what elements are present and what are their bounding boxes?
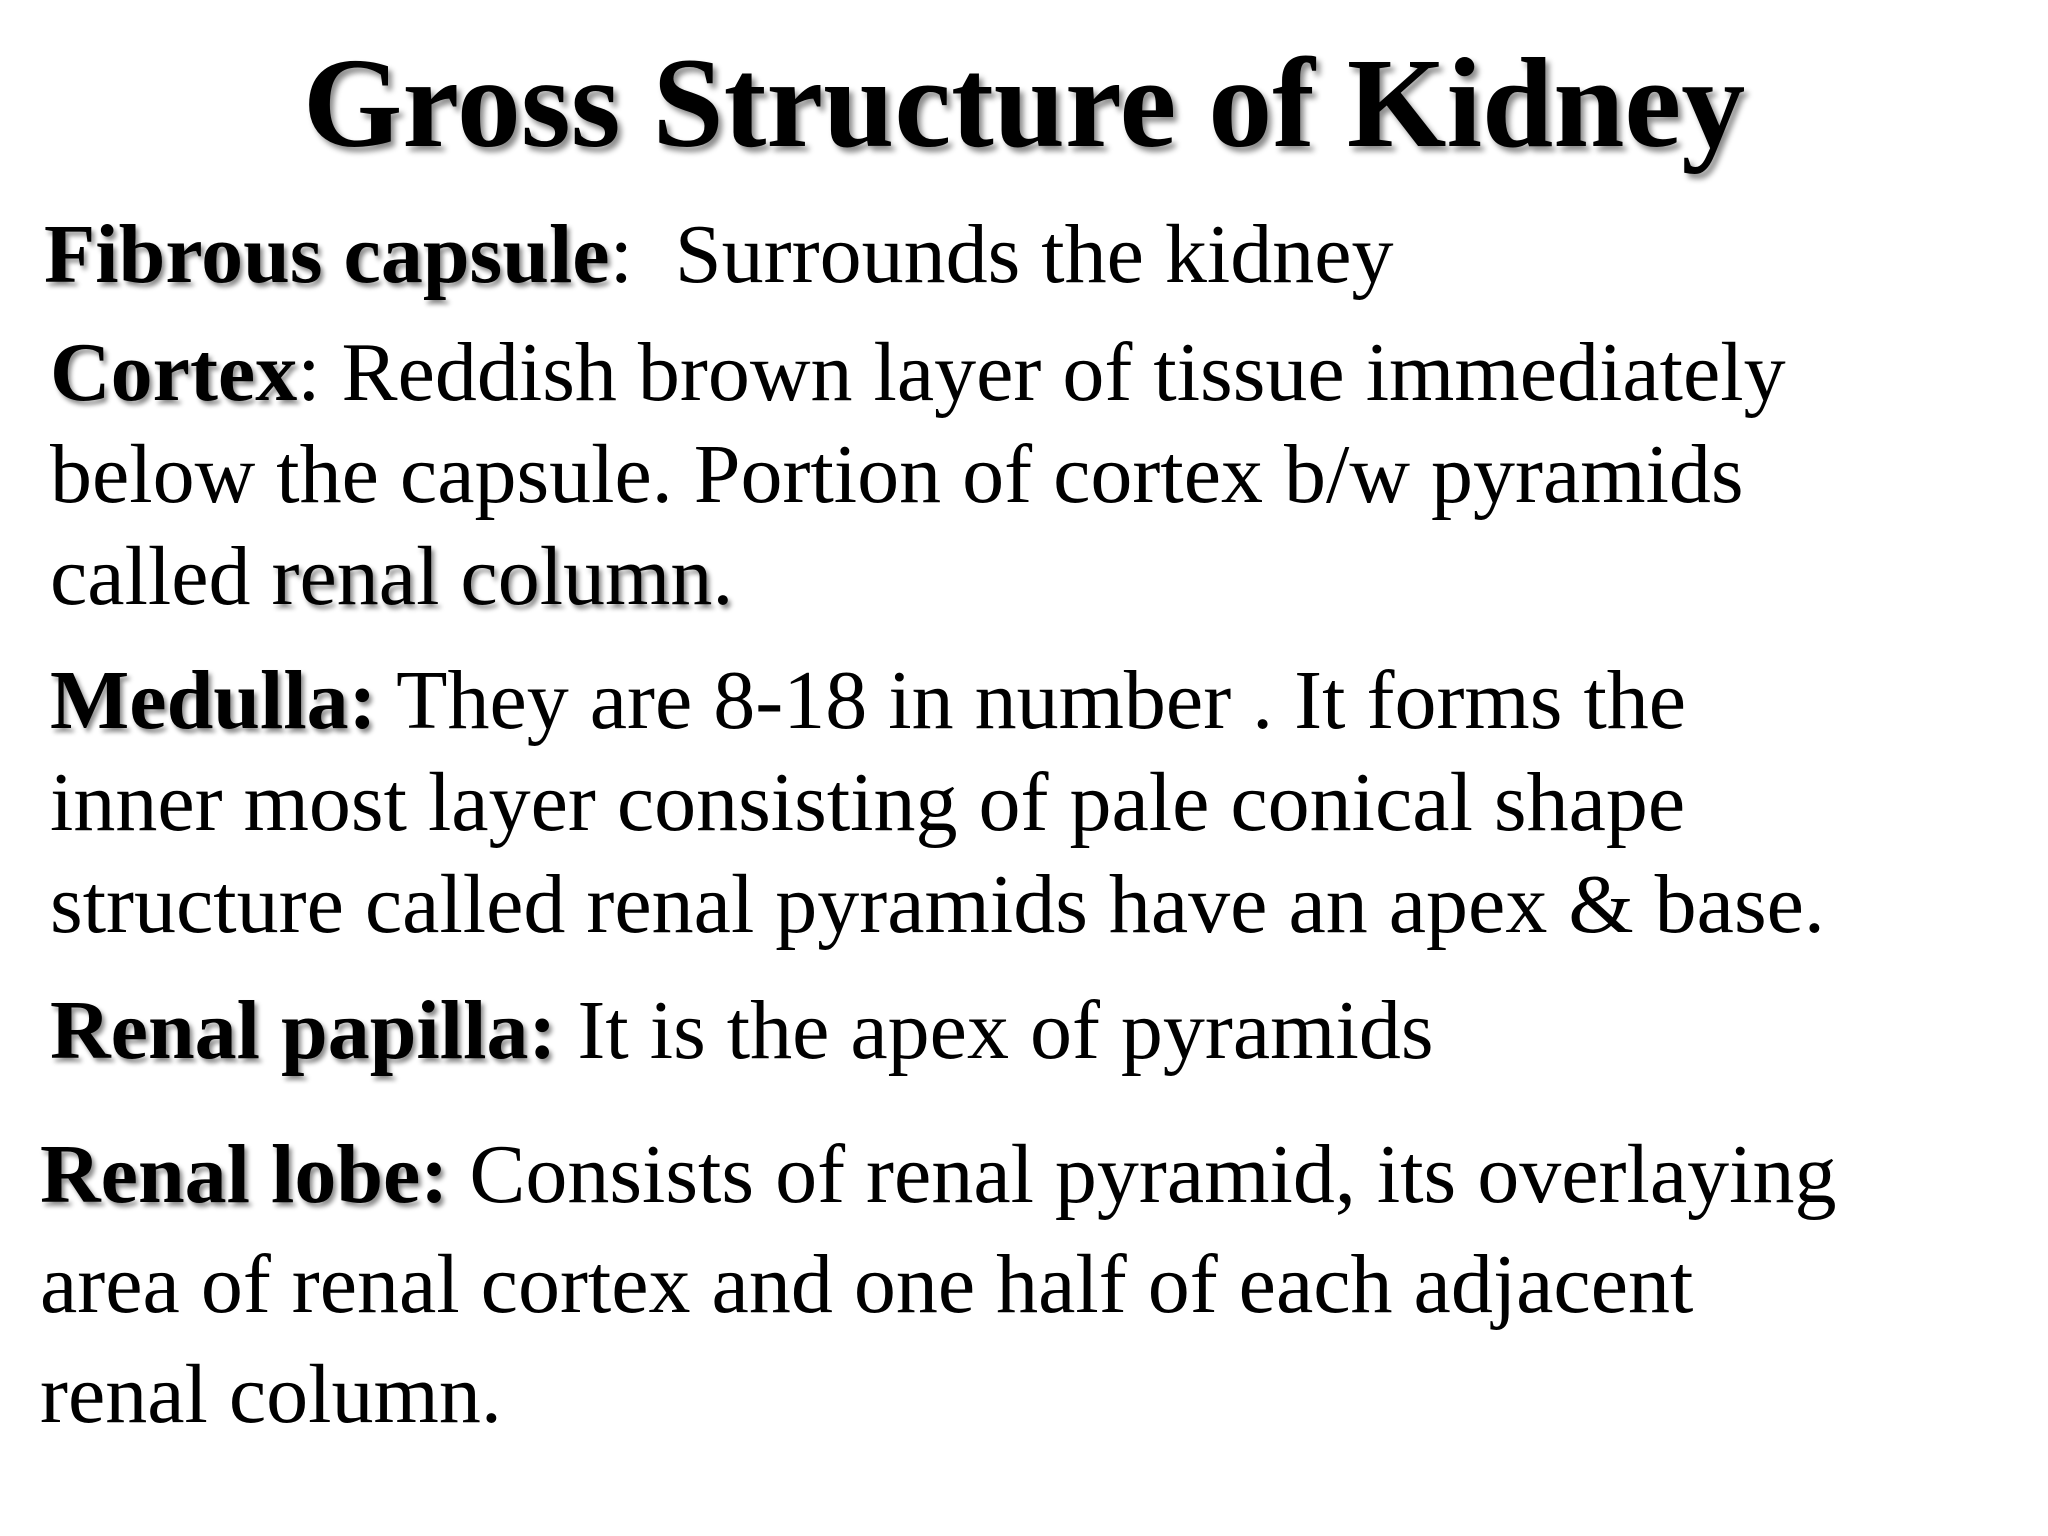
fibrous-capsule-paragraph: [44, 204, 1394, 306]
renal-lobe-definition-line-2: area of renal cortex and one half of each adjacent: [40, 1238, 1694, 1331]
fibrous-capsule-separator: :: [609, 208, 675, 301]
medulla-line-1: [50, 650, 1825, 752]
cortex-line-3: [50, 526, 1786, 628]
medulla-definition-line-2: inner most layer consisting of pale conical shape: [50, 756, 1686, 849]
medulla-definition-line-3: structure called renal pyramids have an apex & base.: [50, 858, 1825, 951]
cortex-definition-line-1: : Reddish brown layer of tissue immediately: [297, 326, 1786, 419]
fibrous-capsule-definition: Surrounds the kidney: [674, 208, 1394, 301]
medulla-term: Medulla:: [50, 654, 377, 747]
fibrous-capsule-term: Fibrous capsule: [44, 208, 610, 301]
medulla-paragraph: [50, 650, 1825, 956]
renal-papilla-line: [50, 980, 1434, 1082]
renal-papilla-term: Renal papilla:: [50, 984, 557, 1077]
cortex-paragraph: [50, 322, 1786, 628]
fibrous-capsule-line: [44, 204, 1394, 306]
cortex-definition-line-3: called: [50, 530, 272, 623]
renal-lobe-line-1: [40, 1120, 1836, 1230]
renal-lobe-term: Renal lobe:: [40, 1128, 449, 1221]
slide-title: Gross Structure of Kidney: [302, 32, 1746, 174]
renal-column-emphasis: renal column.: [271, 530, 734, 623]
cortex-definition-line-2: below the capsule. Portion of cortex b/w pyramids: [50, 428, 1744, 521]
renal-papilla-definition: It is the apex of pyramids: [556, 984, 1434, 1077]
renal-papilla-paragraph: [50, 980, 1434, 1082]
renal-lobe-paragraph: [40, 1120, 1836, 1450]
medulla-definition-line-1: They are 8-18 in number . It forms the: [376, 654, 1687, 747]
cortex-term: Cortex: [50, 326, 298, 419]
renal-lobe-definition-line-3: renal column.: [40, 1348, 502, 1441]
cortex-line-1: [50, 322, 1786, 424]
renal-lobe-definition-line-1: Consists of renal pyramid, its overlaying: [448, 1128, 1837, 1221]
